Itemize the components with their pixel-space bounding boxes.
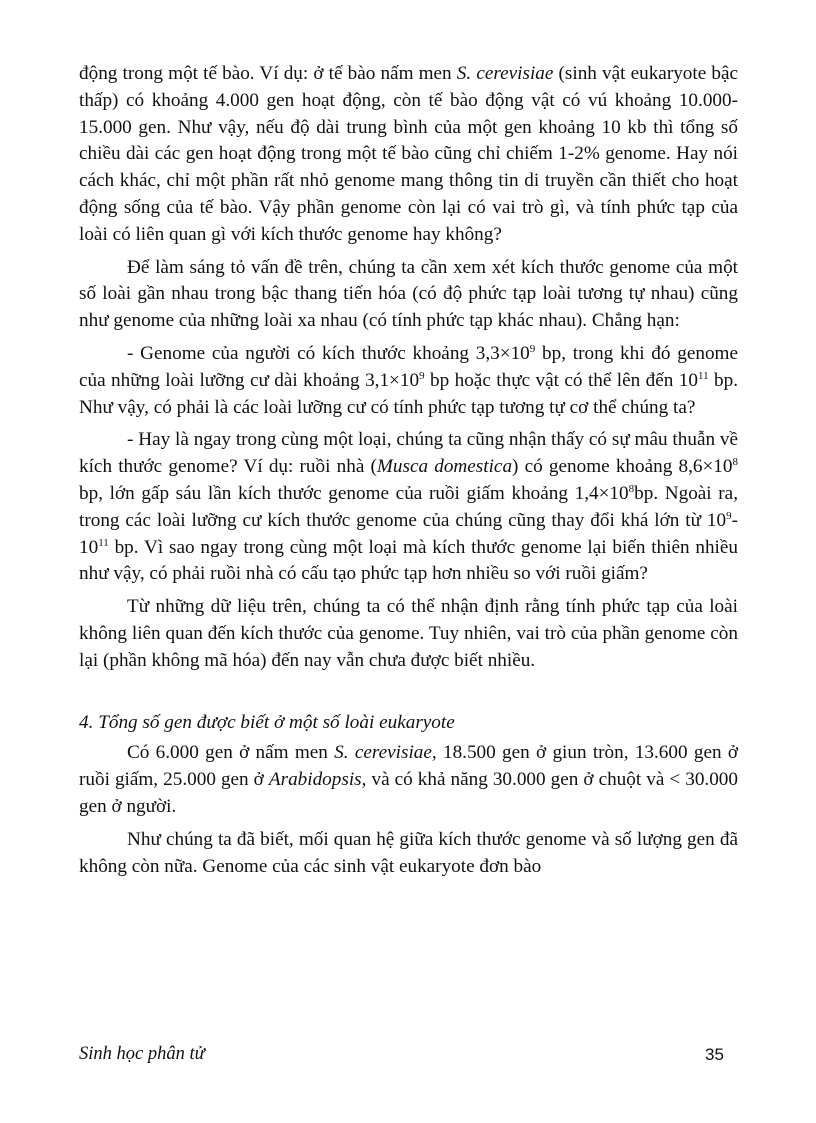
text: ) có genome khoảng 8,6×10	[512, 456, 733, 478]
text: bp. Như vậy, có phải là các loài lưỡng cư có tính phức tạp tương tự cơ thể chúng ta?	[79, 369, 739, 418]
page-body	[79, 61, 738, 886]
exponent: 8	[628, 482, 635, 495]
text: bp hoặc thực vật có thể lên đến 10	[424, 369, 698, 391]
exponent: 9	[726, 509, 732, 522]
paragraph-5: Từ những dữ liệu trên, chúng ta có thể nhận định rằng tính phức tạp của loài không liên quan đến kích thước của genome. Tuy nhiên, vai trò của phần genome còn lại (phần không mã hóa) đến nay vẫn chưa được biết nhiều.	[79, 596, 738, 671]
section-heading: 4. Tổng số gen được biết ở một số loài eukaryote	[79, 711, 455, 733]
exponent: 11	[98, 536, 109, 549]
species-name: S. cerevisiae	[334, 742, 432, 764]
species-name: S. cerevisiae	[456, 63, 554, 84]
exponent: 11	[698, 369, 709, 382]
paragraph-6	[79, 740, 738, 820]
footer-page-number: 35	[705, 1045, 724, 1064]
exponent: 8	[732, 456, 738, 469]
species-name: Musca domestica	[376, 456, 513, 478]
text: Có 6.000 gen ở nấm men	[127, 742, 335, 764]
paragraph-7: Như chúng ta đã biết, mối quan hệ giữa kích thước genome và số lượng gen đã không còn nữa. Genome của các sinh vật eukaryote đơn bào	[79, 828, 738, 877]
exponent: 9	[419, 369, 425, 382]
text: , 18.500 gen ở giun tròn, 13.600 gen ở ruồi giấm, 25.000 gen ở	[79, 742, 738, 791]
text: (sinh vật eukaryote bậc thấp) có khoảng 4.000 gen hoạt động, còn tế bào động vật có vú khoảng 10.000-15.000 gen. Như vậy, nếu độ dài trung bình của một gen khoảng 10 kb thì tổng số chiều dài các gen hoạt động trong một tế bào cũng chỉ chiếm 1-2% genome. Hay nói cách khác, chỉ một phần rất nhỏ genome mang thông tin di truyền cần thiết cho hoạt động sống của tế bào. Vậy phần genome còn lại có vai trò gì, và tính phức tạp của loài có liên quan gì với kích thước genome hay không?	[79, 63, 739, 245]
text: bp. Vì sao ngay trong cùng một loại mà kích thước genome lại biến thiên nhiều như vậy, có phải ruồi nhà có cấu tạo phức tạp hơn nhiều so với ruồi giấm?	[79, 536, 738, 585]
exponent: 9	[529, 342, 536, 355]
species-name: Arabidopsis	[268, 769, 362, 791]
footer-book-title: Sinh học phân tử	[79, 1044, 205, 1064]
paragraph-2: Để làm sáng tỏ vấn đề trên, chúng ta cần xem xét kích thước genome của một số loài gần nhau trong bậc thang tiến hóa (có độ phức tạp loài tương tự nhau) cũng như genome của những loài xa nhau (có tính phức tạp khác nhau). Chẳng hạn:	[79, 256, 738, 332]
text: - Genome của người có kích thước khoảng 3,3×10	[127, 342, 530, 364]
paragraph-3	[79, 341, 738, 421]
text: , và có khả năng 30.000 gen ở chuột và < 30.000 gen ở người.	[79, 769, 738, 817]
paragraph-4	[79, 427, 738, 588]
text: -10	[79, 509, 738, 558]
text: bp, lớn gấp sáu lần kích thước genome của ruồi giấm khoảng 1,4×10	[79, 482, 629, 504]
text: động trong một tế bào. Ví dụ: ở tế bào nấm men	[79, 63, 457, 84]
paragraph-1	[79, 61, 738, 249]
text: bp, trong khi đó genome của những loài lưỡng cư dài khoảng 3,1×10	[79, 342, 738, 391]
text: - Hay là ngay trong cùng một loại, chúng ta cũng nhận thấy có sự mâu thuẫn về kích thước genome? Ví dụ: ruồi nhà (	[79, 429, 738, 478]
text: bp. Ngoài ra, trong các loài lưỡng cư kích thước genome của chúng cũng thay đổi khá lớn từ 10	[79, 482, 738, 531]
